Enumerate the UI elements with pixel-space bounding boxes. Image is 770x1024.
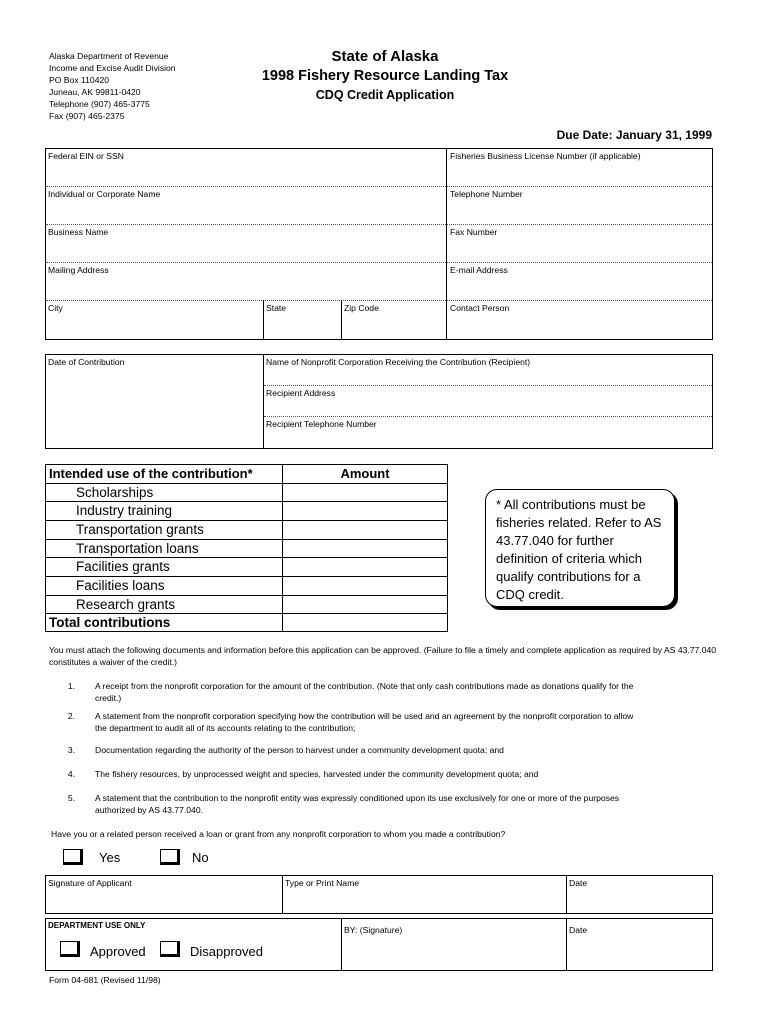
city-field[interactable]: City xyxy=(48,303,63,313)
contribution-note: * All contributions must be fisheries related. Refer to AS 43.77.040 for further definition of criteria which qualify contributions for a CDQ credit. xyxy=(485,489,675,607)
item-number: 3. xyxy=(67,745,75,755)
amount-input-scholarships[interactable] xyxy=(283,484,447,501)
yes-label: Yes xyxy=(99,850,121,865)
amount-input-industry-training[interactable] xyxy=(283,502,447,520)
item-number: 4. xyxy=(67,769,75,779)
form-subtitle: CDQ Credit Application xyxy=(315,88,455,102)
item-text: The fishery resources, by unprocessed weight and species, harvested under the community development quota; and xyxy=(95,769,539,779)
use-row-industry-training: Industry training xyxy=(76,503,173,518)
form-title-tax: 1998 Fishery Resource Landing Tax xyxy=(261,68,509,84)
address-line: PO Box 110420 xyxy=(49,75,110,85)
contribution-box xyxy=(45,354,713,449)
item-number: 1. xyxy=(67,681,75,691)
zip-field[interactable]: Zip Code xyxy=(344,303,379,313)
use-row-transportation-grants: Transportation grants xyxy=(76,522,204,537)
disapproved-checkbox[interactable] xyxy=(160,941,180,957)
applicant-info-box xyxy=(45,148,713,340)
item-text: A statement from the nonprofit corporation specifying how the contribution will be used and an agreement by the nonprofit corporation to allow the department to audit all of its accounts relating to the contribution; xyxy=(95,711,634,733)
signature-field[interactable]: Signature of Applicant xyxy=(48,878,132,888)
address-line: Income and Excise Audit Division xyxy=(49,63,176,73)
amount-input-total[interactable] xyxy=(283,614,447,631)
form-number: Form 04-681 (Revised 11/98) xyxy=(49,975,161,985)
use-row-total: Total contributions xyxy=(49,615,171,630)
form-title-state: State of Alaska xyxy=(331,48,439,65)
contribution-date-field[interactable]: Date of Contribution xyxy=(48,357,125,367)
amount-input-transportation-grants[interactable] xyxy=(283,521,447,539)
department-signature-field[interactable]: BY: (Signature) xyxy=(344,925,403,935)
recipient-name-field[interactable]: Name of Nonprofit Corporation Receiving the Contribution (Recipient) xyxy=(266,357,531,367)
use-row-transportation-loans: Transportation loans xyxy=(76,541,199,556)
fax-field[interactable]: Fax Number xyxy=(450,227,498,237)
no-checkbox[interactable] xyxy=(160,849,180,865)
instructions-intro: You must attach the following documents and information before this application can be approved. (Failure to file a timely and complete application as required by AS 43.77.040 constitutes a waiver of the credit.) xyxy=(49,645,717,667)
address-line: Alaska Department of Revenue xyxy=(49,51,169,61)
address-line: Fax (907) 465-2375 xyxy=(49,111,125,121)
telephone-field[interactable]: Telephone Number xyxy=(450,189,523,199)
item-number: 5. xyxy=(67,793,75,803)
email-field[interactable]: E-mail Address xyxy=(450,265,508,275)
fisheries-license-field[interactable]: Fisheries Business License Number (if applicable) xyxy=(450,151,641,161)
federal-ein-field[interactable]: Federal EIN or SSN xyxy=(48,151,124,161)
no-label: No xyxy=(192,850,209,865)
business-name-field[interactable]: Business Name xyxy=(48,227,109,237)
department-use-heading: DEPARTMENT USE ONLY xyxy=(48,921,146,930)
item-text: Documentation regarding the authority of the person to harvest under a community development quota; and xyxy=(95,745,504,755)
loan-question: Have you or a related person received a loan or grant from any nonprofit corporation to whom you made a contribution? xyxy=(51,829,506,839)
state-field[interactable]: State xyxy=(266,303,287,313)
item-number: 2. xyxy=(67,711,75,721)
address-line: Juneau, AK 99811-0420 xyxy=(49,87,141,97)
agency-address xyxy=(49,50,176,122)
amount-column-header: Amount xyxy=(340,466,390,481)
address-line: Telephone (907) 465-3775 xyxy=(49,99,150,109)
amount-input-facilities-loans[interactable] xyxy=(283,577,447,595)
use-row-research-grants: Research grants xyxy=(76,597,176,612)
applicant-name-field[interactable]: Individual or Corporate Name xyxy=(48,189,161,199)
item-text: A receipt from the nonprofit corporation for the amount of the contribution. (Note that only cash contributions made as donations qualify for the credit.) xyxy=(95,681,634,703)
recipient-phone-field[interactable]: Recipient Telephone Number xyxy=(266,419,377,429)
print-name-field[interactable]: Type or Print Name xyxy=(285,878,360,888)
item-text: A statement that the contribution to the nonprofit entity was expressly conditioned upon its use exclusively for one or more of the purposes authorized by AS 43.77.040. xyxy=(95,793,620,815)
mailing-address-field[interactable]: Mailing Address xyxy=(48,265,109,275)
recipient-address-field[interactable]: Recipient Address xyxy=(266,388,336,398)
signature-box xyxy=(45,875,713,914)
amount-input-transportation-loans[interactable] xyxy=(283,540,447,557)
signature-date-field[interactable]: Date xyxy=(569,878,588,888)
approved-label: Approved xyxy=(90,944,146,959)
use-row-facilities-loans: Facilities loans xyxy=(76,578,165,593)
amount-input-research-grants[interactable] xyxy=(283,596,447,613)
due-date: Due Date: January 31, 1999 xyxy=(556,128,712,142)
approved-checkbox[interactable] xyxy=(60,941,80,957)
disapproved-label: Disapproved xyxy=(190,944,263,959)
contact-person-field[interactable]: Contact Person xyxy=(450,303,510,313)
use-row-facilities-grants: Facilities grants xyxy=(76,559,170,574)
amount-input-facilities-grants[interactable] xyxy=(283,558,447,576)
use-column-header: Intended use of the contribution* xyxy=(49,466,253,481)
yes-checkbox[interactable] xyxy=(63,849,83,865)
department-date-field[interactable]: Date xyxy=(569,925,588,935)
use-row-scholarships: Scholarships xyxy=(76,485,154,500)
